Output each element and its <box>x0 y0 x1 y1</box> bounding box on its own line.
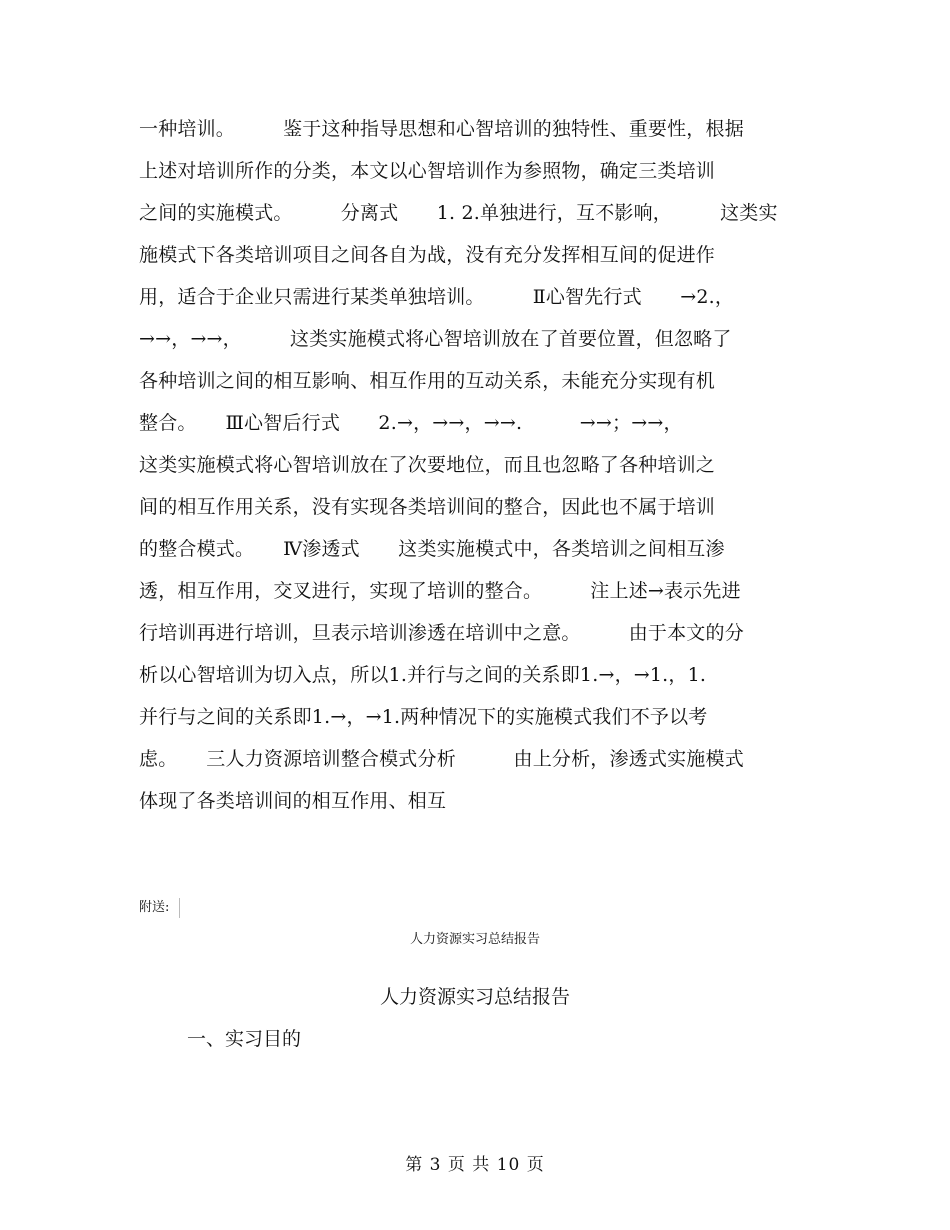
section-heading: 一、实习目的 <box>187 1028 302 1050</box>
body-line: 各种培训之间的相互影响、相互作用的互动关系，未能充分实现有机 <box>139 370 716 392</box>
body-line: 之间的实施模式。 分离式 1. 2.单独进行，互不影响， 这类实 <box>139 202 778 224</box>
body-line: 用，适合于企业只需进行某类单独培训。 Ⅱ心智先行式 →2.， <box>139 286 735 308</box>
attachment-label-row <box>139 896 180 918</box>
body-line: 施模式下各类培训项目之间各自为战，没有充分发挥相互间的促进作 <box>139 244 716 266</box>
body-line: 并行与之间的关系即1.→，→1.两种情况下的实施模式我们不予以考 <box>139 706 708 728</box>
text-cursor-divider <box>179 898 180 918</box>
body-line: 的整合模式。 Ⅳ渗透式 这类实施模式中，各类培训之间相互渗 <box>139 538 725 560</box>
body-text <box>139 108 819 822</box>
body-line: 整合。 Ⅲ心智后行式 2.→，→→，→→. →→；→→， <box>139 412 683 434</box>
attachment-label: 附送: <box>139 900 170 915</box>
report-title: 人力资源实习总结报告 <box>379 986 570 1008</box>
body-line: →→，→→， 这类实施模式将心智培训放在了首要位置，但忽略了 <box>139 328 732 350</box>
small-title: 人力资源实习总结报告 <box>409 932 540 947</box>
body-line: 间的相互作用关系，没有实现各类培训间的整合，因此也不属于培训 <box>139 496 716 518</box>
body-line: 行培训再进行培训，旦表示培训渗透在培训中之意。 由于本文的分 <box>139 622 744 644</box>
body-line: 析以心智培训为切入点，所以1.并行与之间的关系即1.→，→1.，1. <box>139 664 707 686</box>
body-line: 这类实施模式将心智培训放在了次要地位，而且也忽略了各种培训之 <box>139 454 716 476</box>
body-line: 体现了各类培训间的相互作用、相互 <box>139 790 447 812</box>
body-line: 上述对培训所作的分类，本文以心智培训作为参照物，确定三类培训 <box>139 160 716 182</box>
body-line: 透，相互作用，交叉进行，实现了培训的整合。 注上述→表示先进 <box>139 580 741 602</box>
body-line: 虑。 三人力资源培训整合模式分析 由上分析，渗透式实施模式 <box>139 748 744 770</box>
page-footer: 第 3 页 共 10 页 <box>405 1155 545 1175</box>
body-line: 一种培训。 鉴于这种指导思想和心智培训的独特性、重要性，根据 <box>139 118 744 140</box>
